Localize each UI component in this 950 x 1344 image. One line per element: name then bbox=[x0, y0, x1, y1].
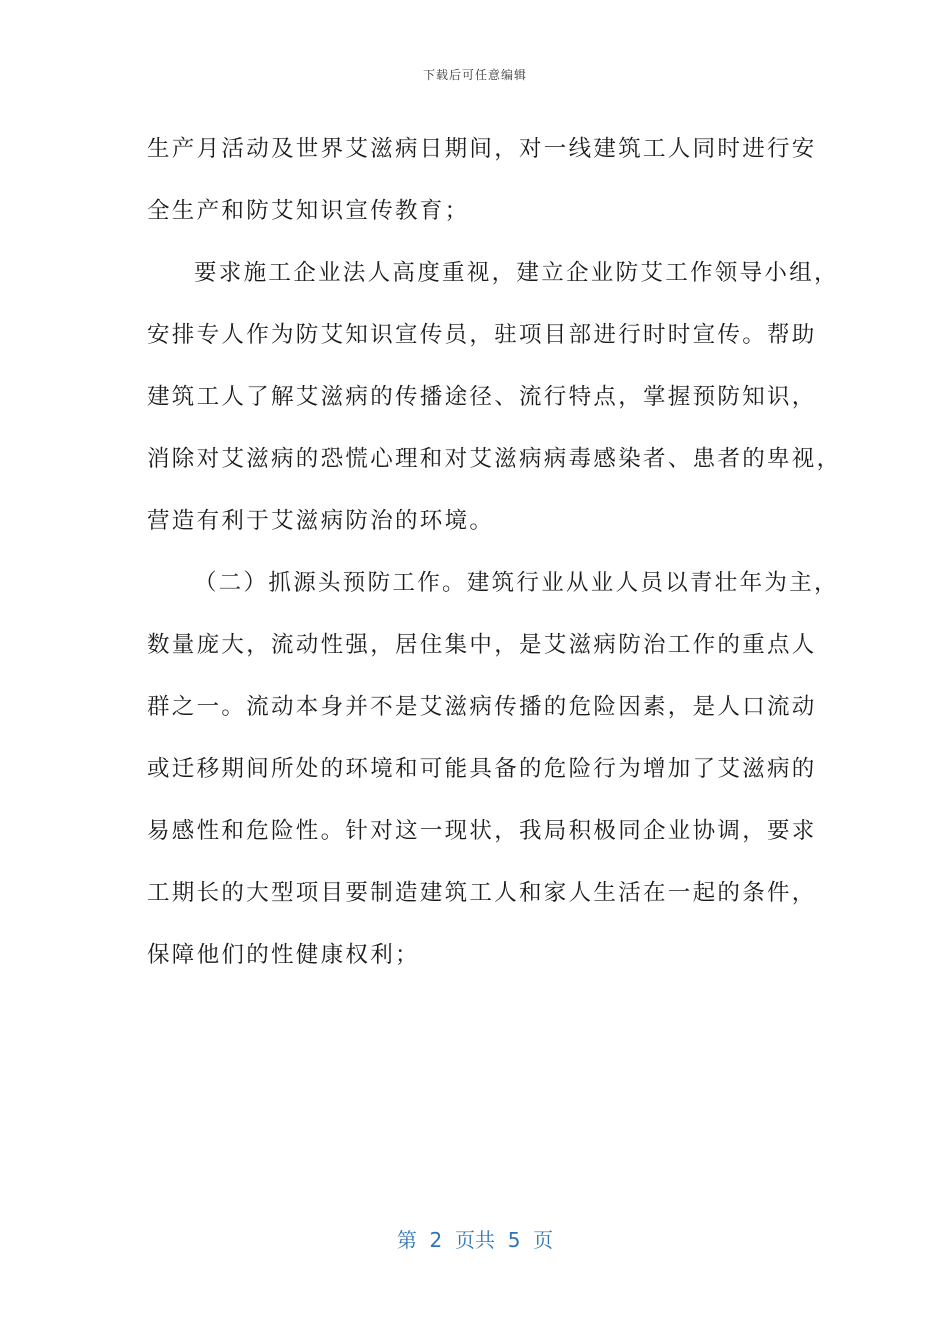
paragraph-start-line: 要求施工企业法人高度重视，建立企业防艾工作领导小组， bbox=[194, 260, 839, 286]
text-line: 建筑工人了解艾滋病的传播途径、流行特点，掌握预防知识， bbox=[147, 384, 817, 410]
text-line: 数量庞大，流动性强，居住集中，是艾滋病防治工作的重点人 bbox=[147, 632, 817, 658]
text-line: 易感性和危险性。针对这一现状，我局积极同企业协调，要求 bbox=[147, 818, 817, 844]
text-line: 群之一。流动本身并不是艾滋病传播的危险因素，是人口流动 bbox=[147, 694, 817, 720]
document-body bbox=[147, 118, 842, 986]
text-line: 工期长的大型项目要制造建筑工人和家人生活在一起的条件， bbox=[147, 880, 817, 906]
text-line: 或迁移期间所处的环境和可能具备的危险行为增加了艾滋病的 bbox=[147, 756, 817, 782]
text-line: 全生产和防艾知识宣传教育； bbox=[147, 198, 470, 224]
page-number-footer: 第 2 页共 5 页 bbox=[396, 1228, 554, 1252]
text-line: 保障他们的性健康权利； bbox=[147, 942, 420, 968]
paragraph-start-line: （二）抓源头预防工作。建筑行业从业人员以青壮年为主， bbox=[194, 570, 839, 596]
text-line: 安排专人作为防艾知识宣传员，驻项目部进行时时宣传。帮助 bbox=[147, 322, 817, 348]
text-line: 营造有利于艾滋病防治的环境。 bbox=[147, 508, 495, 534]
text-line: 生产月活动及世界艾滋病日期间，对一线建筑工人同时进行安 bbox=[147, 136, 817, 162]
header-note: 下载后可任意编辑 bbox=[422, 68, 527, 82]
text-line: 消除对艾滋病的恐慌心理和对艾滋病病毒感染者、患者的卑视， bbox=[147, 446, 842, 472]
